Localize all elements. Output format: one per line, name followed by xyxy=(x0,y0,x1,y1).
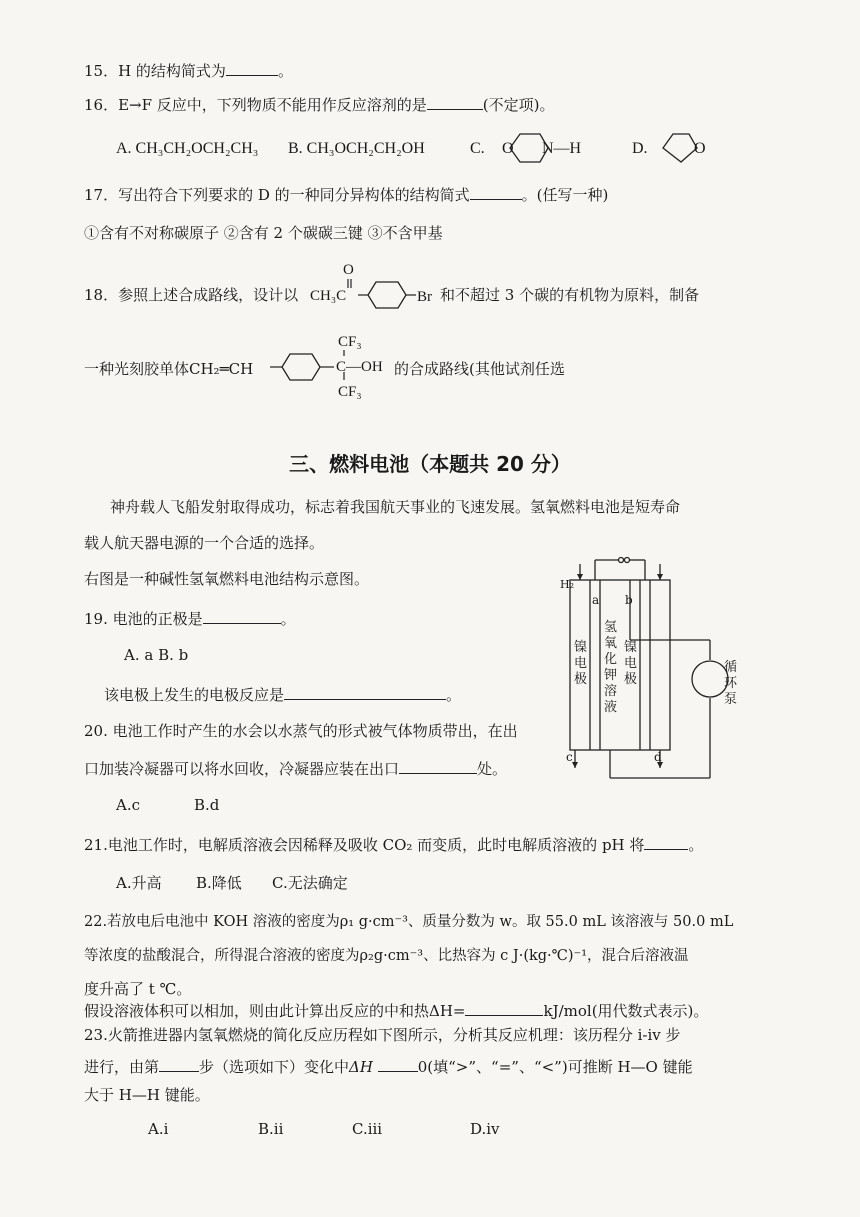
q18-postfix: 和不超过 3 个碳的有机物为原料，制备 xyxy=(440,286,700,304)
diagram-pump-label: 循环泵 xyxy=(724,660,738,707)
q20-end: 处。 xyxy=(477,760,508,778)
diagram-right-electrode-label: 镍电极 xyxy=(624,640,638,687)
q18-carbonyl-o: O xyxy=(343,262,354,278)
q16-option-b: B. CH₃OCH₂CH₂OH xyxy=(288,140,425,157)
q20-option-b: B.d xyxy=(194,796,220,814)
q22-line-2: 等浓度的盐酸混合，所得混合溶液的密度为ρ₂g·cm⁻³、比热容为 c J·(kg·℃)⁻¹，混合后溶液温 xyxy=(84,948,689,964)
q23-line-3: 大于 H—H 键能。 xyxy=(84,1086,210,1104)
answer-blank[interactable] xyxy=(465,1001,543,1016)
q15-end: 。 xyxy=(277,62,293,80)
intro-paragraph-2: 载人航天器电源的一个合适的选择。 xyxy=(84,534,325,552)
morpholine-nh: N—H xyxy=(542,140,582,157)
q20-text: 口加装冷凝器可以将水回收，冷凝器应装在出口 xyxy=(84,760,400,778)
q23-option-c: C.iii xyxy=(352,1120,383,1138)
answer-blank[interactable] xyxy=(427,95,483,110)
q19-end: 。 xyxy=(280,610,296,628)
answer-blank-sign[interactable] xyxy=(378,1057,418,1072)
q15-text: 15．H 的结构简式为 xyxy=(84,62,226,80)
question-15 xyxy=(84,60,293,81)
q18-ch3c: CH₃C xyxy=(310,288,347,304)
q19-sub-end: 。 xyxy=(446,686,462,704)
styrene-ring-structure xyxy=(270,343,340,383)
intro-paragraph-1: 神舟载人飞船发射取得成功，标志着我国航天事业的飞速发展。氢氧燃料电池是短寿命 xyxy=(110,498,681,516)
thf-o: O xyxy=(694,140,706,157)
q20-line-2 xyxy=(84,758,507,779)
answer-blank[interactable] xyxy=(284,685,446,700)
question-19 xyxy=(84,608,296,629)
q19-sub-text: 该电极上发生的电极反应是 xyxy=(104,686,285,704)
answer-blank[interactable] xyxy=(644,835,688,850)
q18-c-oh: C—OH xyxy=(336,359,383,375)
diagram-h2-label: H₂ xyxy=(560,578,575,591)
q19-options: A. a B. b xyxy=(124,646,189,664)
q16-option-a: A. CH₃CH₂OCH₂CH₃ xyxy=(116,140,259,157)
q23-text-b: 步（选项如下）变化中 xyxy=(199,1058,350,1076)
q22-line-3: 度升高了 t ℃。 xyxy=(84,980,192,998)
q18-br: Br xyxy=(417,289,432,305)
diagram-electrolyte-label: 氢氧化钾溶液 xyxy=(604,620,618,715)
thf-structure xyxy=(655,128,715,168)
diagram-b-label: b xyxy=(625,593,633,607)
answer-blank[interactable] xyxy=(226,61,278,76)
q17-conditions: ①含有不对称碳原子 ②含有 2 个碳碳三键 ③不含甲基 xyxy=(84,224,443,242)
intro-paragraph-3: 右图是一种碱性氢氧燃料电池结构示意图。 xyxy=(84,570,370,588)
q18-cf3-bottom: CF₃ xyxy=(338,384,362,400)
answer-blank[interactable] xyxy=(203,609,281,624)
diagram-a-label: a xyxy=(592,593,600,607)
q20-option-a: A.c xyxy=(116,796,141,814)
q23-option-b: B.ii xyxy=(258,1120,284,1138)
question-16 xyxy=(84,94,555,115)
q18-line2-postfix: 的合成路线(其他试剂任选 xyxy=(394,360,565,378)
answer-blank[interactable] xyxy=(399,759,477,774)
q23-text-a: 进行，由第 xyxy=(84,1058,160,1076)
q21-option-a: A.升高 xyxy=(116,874,162,892)
q23-text-c: 0(填“>”、“=”、“<”)可推断 H—O 键能 xyxy=(417,1058,693,1076)
q22-text: 假设溶液体积可以相加，则由此计算出反应的中和热ΔH= xyxy=(84,1002,466,1020)
q22-line-1: 22.若放电后电池中 KOH 溶液的密度为ρ₁ g·cm⁻³、质量分数为 w。取 55.0 mL 该溶液与 50.0 mL xyxy=(84,914,734,930)
section-title: 三、燃料电池（本题共 20 分） xyxy=(289,452,571,476)
q23-delta-h: ΔH xyxy=(349,1058,373,1076)
q18-line2-prefix: 一种光刻胶单体CH₂═CH xyxy=(84,360,254,378)
q23-line-1: 23.火箭推进器内氢氧燃烧的简化反应历程如下图所示，分析其反应机理：该历程分 i-iv 步 xyxy=(84,1026,681,1044)
q16-option-c-label: C. xyxy=(470,140,485,157)
q21-end: 。 xyxy=(688,836,704,854)
question-17 xyxy=(84,184,608,205)
q18-cf3-top: CF₃ xyxy=(338,334,362,350)
q23-option-a: A.i xyxy=(148,1120,169,1138)
q20-line-1: 20. 电池工作时产生的水会以水蒸气的形式被气体物质带出，在出 xyxy=(84,722,518,740)
q16-end: (不定项)。 xyxy=(482,96,555,114)
q17-end: 。(任写一种) xyxy=(521,186,609,204)
q16-option-d-label: D. xyxy=(632,140,648,157)
diagram-c-label: c xyxy=(566,750,573,764)
q19-sub-question xyxy=(104,684,461,705)
q21-text: 21.电池工作时，电解质溶液会因稀释及吸收 CO₂ 而变质，此时电解质溶液的 pH 将 xyxy=(84,836,645,854)
q19-text: 19. 电池的正极是 xyxy=(84,610,203,628)
answer-blank-step[interactable] xyxy=(159,1057,199,1072)
morpholine-o: O xyxy=(502,140,514,157)
q21-option-b: B.降低 xyxy=(196,874,242,892)
q23-line-2 xyxy=(84,1056,693,1077)
diagram-d-label: d xyxy=(654,750,662,764)
diagram-left-electrode-label: 镍电极 xyxy=(574,640,588,687)
answer-blank[interactable] xyxy=(470,185,522,200)
q23-option-d: D.iv xyxy=(470,1120,500,1138)
q18-prefix: 18．参照上述合成路线，设计以 xyxy=(84,286,299,304)
q17-text: 17．写出符合下列要求的 D 的一种同分异构体的结构简式 xyxy=(84,186,470,204)
q22-end: kJ/mol(用代数式表示)。 xyxy=(543,1002,709,1020)
question-21 xyxy=(84,834,703,855)
q16-text: 16．E→F 反应中，下列物质不能用作反应溶剂的是 xyxy=(84,96,427,114)
q21-option-c: C.无法确定 xyxy=(272,874,348,892)
q22-line-4 xyxy=(84,1000,708,1021)
